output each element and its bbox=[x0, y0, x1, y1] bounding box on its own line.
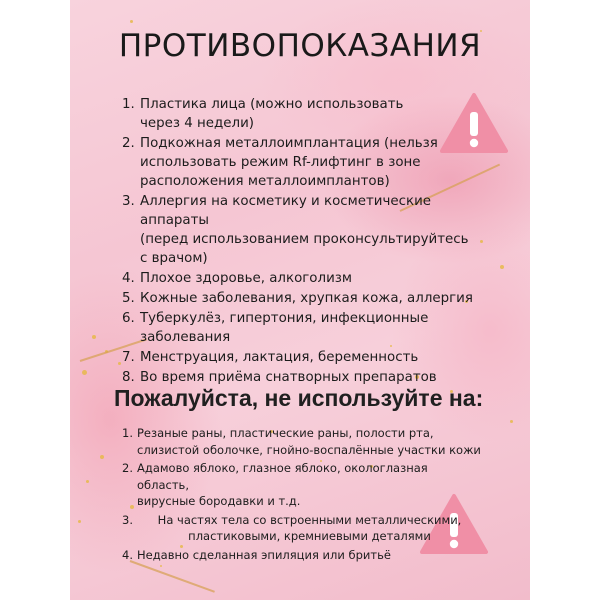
item-line: расположения металлоимплантов) bbox=[140, 174, 390, 189]
item-line: Подкожная металлоимплантация (нельзя bbox=[140, 136, 438, 151]
item-line: заболевания bbox=[140, 330, 231, 345]
gold-fleck bbox=[500, 265, 504, 269]
list-item bbox=[122, 134, 482, 191]
gold-fleck bbox=[510, 420, 513, 423]
item-number: 5. bbox=[122, 291, 135, 306]
item-line: Пластика лица (можно использовать bbox=[140, 97, 404, 112]
item-line: Во время приёма снатворных препаратов bbox=[140, 370, 437, 385]
list-item bbox=[122, 192, 482, 268]
list-item bbox=[122, 309, 482, 347]
item-line: Аллергия на косметику и косметические аппараты bbox=[140, 194, 432, 228]
item-line: использовать режим Rf-лифтинг в зоне bbox=[140, 155, 421, 170]
gold-fleck bbox=[78, 520, 81, 523]
item-number: 8. bbox=[122, 370, 135, 385]
item-number: 7. bbox=[122, 350, 135, 365]
item-number: 6. bbox=[122, 311, 135, 326]
list-item bbox=[122, 547, 482, 564]
page-title: ПРОТИВОПОКАЗАНИЯ bbox=[118, 28, 482, 64]
poster bbox=[70, 0, 530, 600]
list-item bbox=[122, 289, 482, 308]
list-item bbox=[122, 95, 482, 133]
item-number: 4. bbox=[122, 547, 133, 562]
item-number: 3. bbox=[122, 512, 133, 527]
list-item bbox=[122, 425, 482, 458]
section-subtitle: Пожалуйста, не используйте на: bbox=[114, 385, 484, 411]
item-line: Адамово яблоко, глазное яблоко, окологлазная область, bbox=[137, 461, 428, 492]
item-number: 3. bbox=[122, 194, 135, 209]
item-line: пластиковыми, кремниевыми деталями bbox=[188, 529, 431, 543]
gold-fleck bbox=[82, 370, 87, 375]
item-line: Недавно сделанная эпиляция или бритьё bbox=[137, 547, 391, 562]
item-line: слизистой оболочке, гнойно-воспалённые участки кожи bbox=[137, 442, 481, 457]
do-not-use-list bbox=[122, 425, 482, 565]
item-line: через 4 недели) bbox=[140, 116, 255, 131]
gold-fleck bbox=[118, 362, 121, 365]
gold-fleck bbox=[130, 20, 133, 23]
item-number: 4. bbox=[122, 271, 135, 286]
item-line: Плохое здоровье, алкоголизм bbox=[140, 271, 352, 286]
list-item bbox=[122, 460, 482, 510]
gold-fleck bbox=[160, 565, 162, 567]
item-line: Туберкулёз, гипертония, инфекционные bbox=[140, 311, 429, 326]
contraindications-list bbox=[122, 95, 482, 388]
item-line: Кожные заболевания, хрупкая кожа, аллергия bbox=[140, 291, 473, 306]
gold-fleck bbox=[92, 335, 96, 339]
item-number: 2. bbox=[122, 136, 135, 151]
gold-fleck bbox=[86, 480, 89, 483]
item-line: с врачом) bbox=[140, 251, 208, 266]
list-item bbox=[122, 512, 482, 545]
item-line: вирусные бородавки и т.д. bbox=[137, 494, 301, 508]
item-number: 1. bbox=[122, 97, 135, 112]
gold-fleck bbox=[100, 455, 104, 459]
item-line: Резаные раны, пластические раны, полости рта, bbox=[137, 426, 434, 440]
list-item bbox=[122, 348, 482, 367]
item-line: На частях тела со встроенными металлическими, bbox=[157, 512, 462, 527]
item-line: Менструация, лактация, беременность bbox=[140, 350, 419, 365]
item-line: (перед использованием проконсультируйтесь bbox=[140, 232, 469, 247]
item-number: 2. bbox=[122, 461, 133, 475]
item-number: 1. bbox=[122, 426, 133, 440]
list-item bbox=[122, 269, 482, 288]
